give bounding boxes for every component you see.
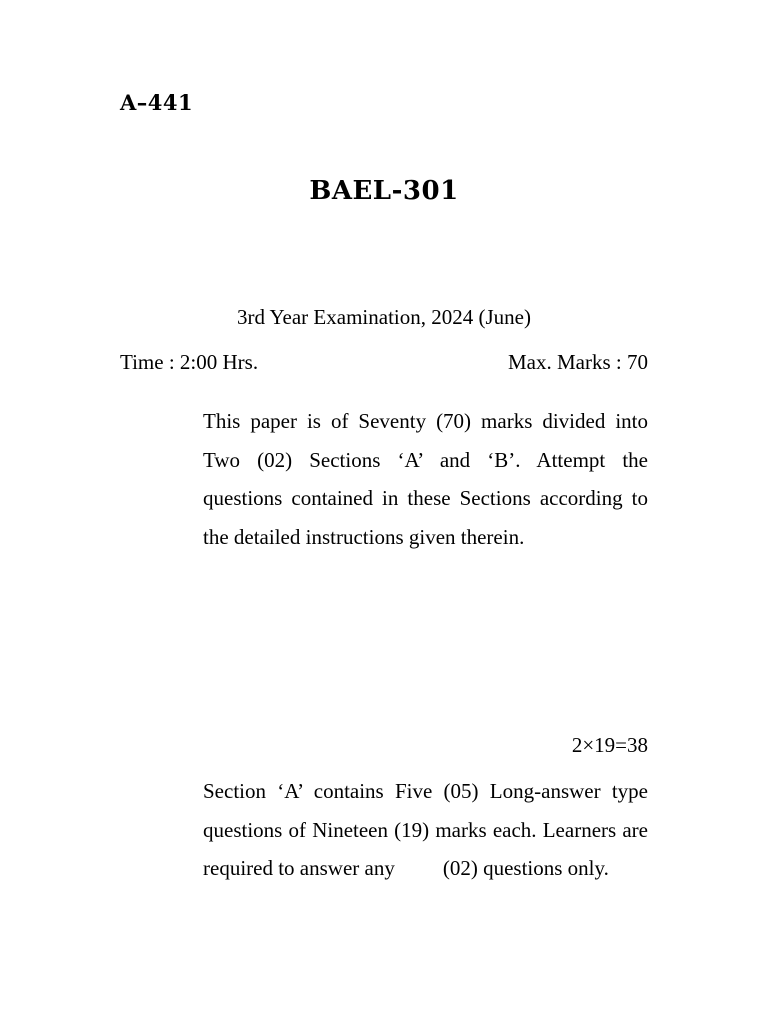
course-code-title: BAEL-301 xyxy=(309,176,459,206)
section-a-instructions-part1: Section ‘A’ contains Five (05) Long-answer type questions of Nineteen (19) marks each. Learners are required to answer any xyxy=(203,779,648,880)
section-a-instructions-part2: (02) questions only. xyxy=(442,856,609,880)
time-marks-row xyxy=(120,350,648,375)
exam-title: 3rd Year Examination, 2024 (June) xyxy=(237,305,531,329)
time-allowed: Time : 2:00 Hrs. xyxy=(120,350,259,374)
general-instructions: This paper is of Seventy (70) marks divided into Two (02) Sections ‘A’ and ‘B’. Attempt the questions contained in these Sections according to the detailed instructions given therein. xyxy=(203,409,648,549)
section-a-marks-formula: 2×19=38 xyxy=(571,733,648,757)
paper-code: A–441 xyxy=(120,90,194,115)
max-marks: Max. Marks : 70 xyxy=(508,350,648,374)
section-a-instructions xyxy=(203,772,648,888)
